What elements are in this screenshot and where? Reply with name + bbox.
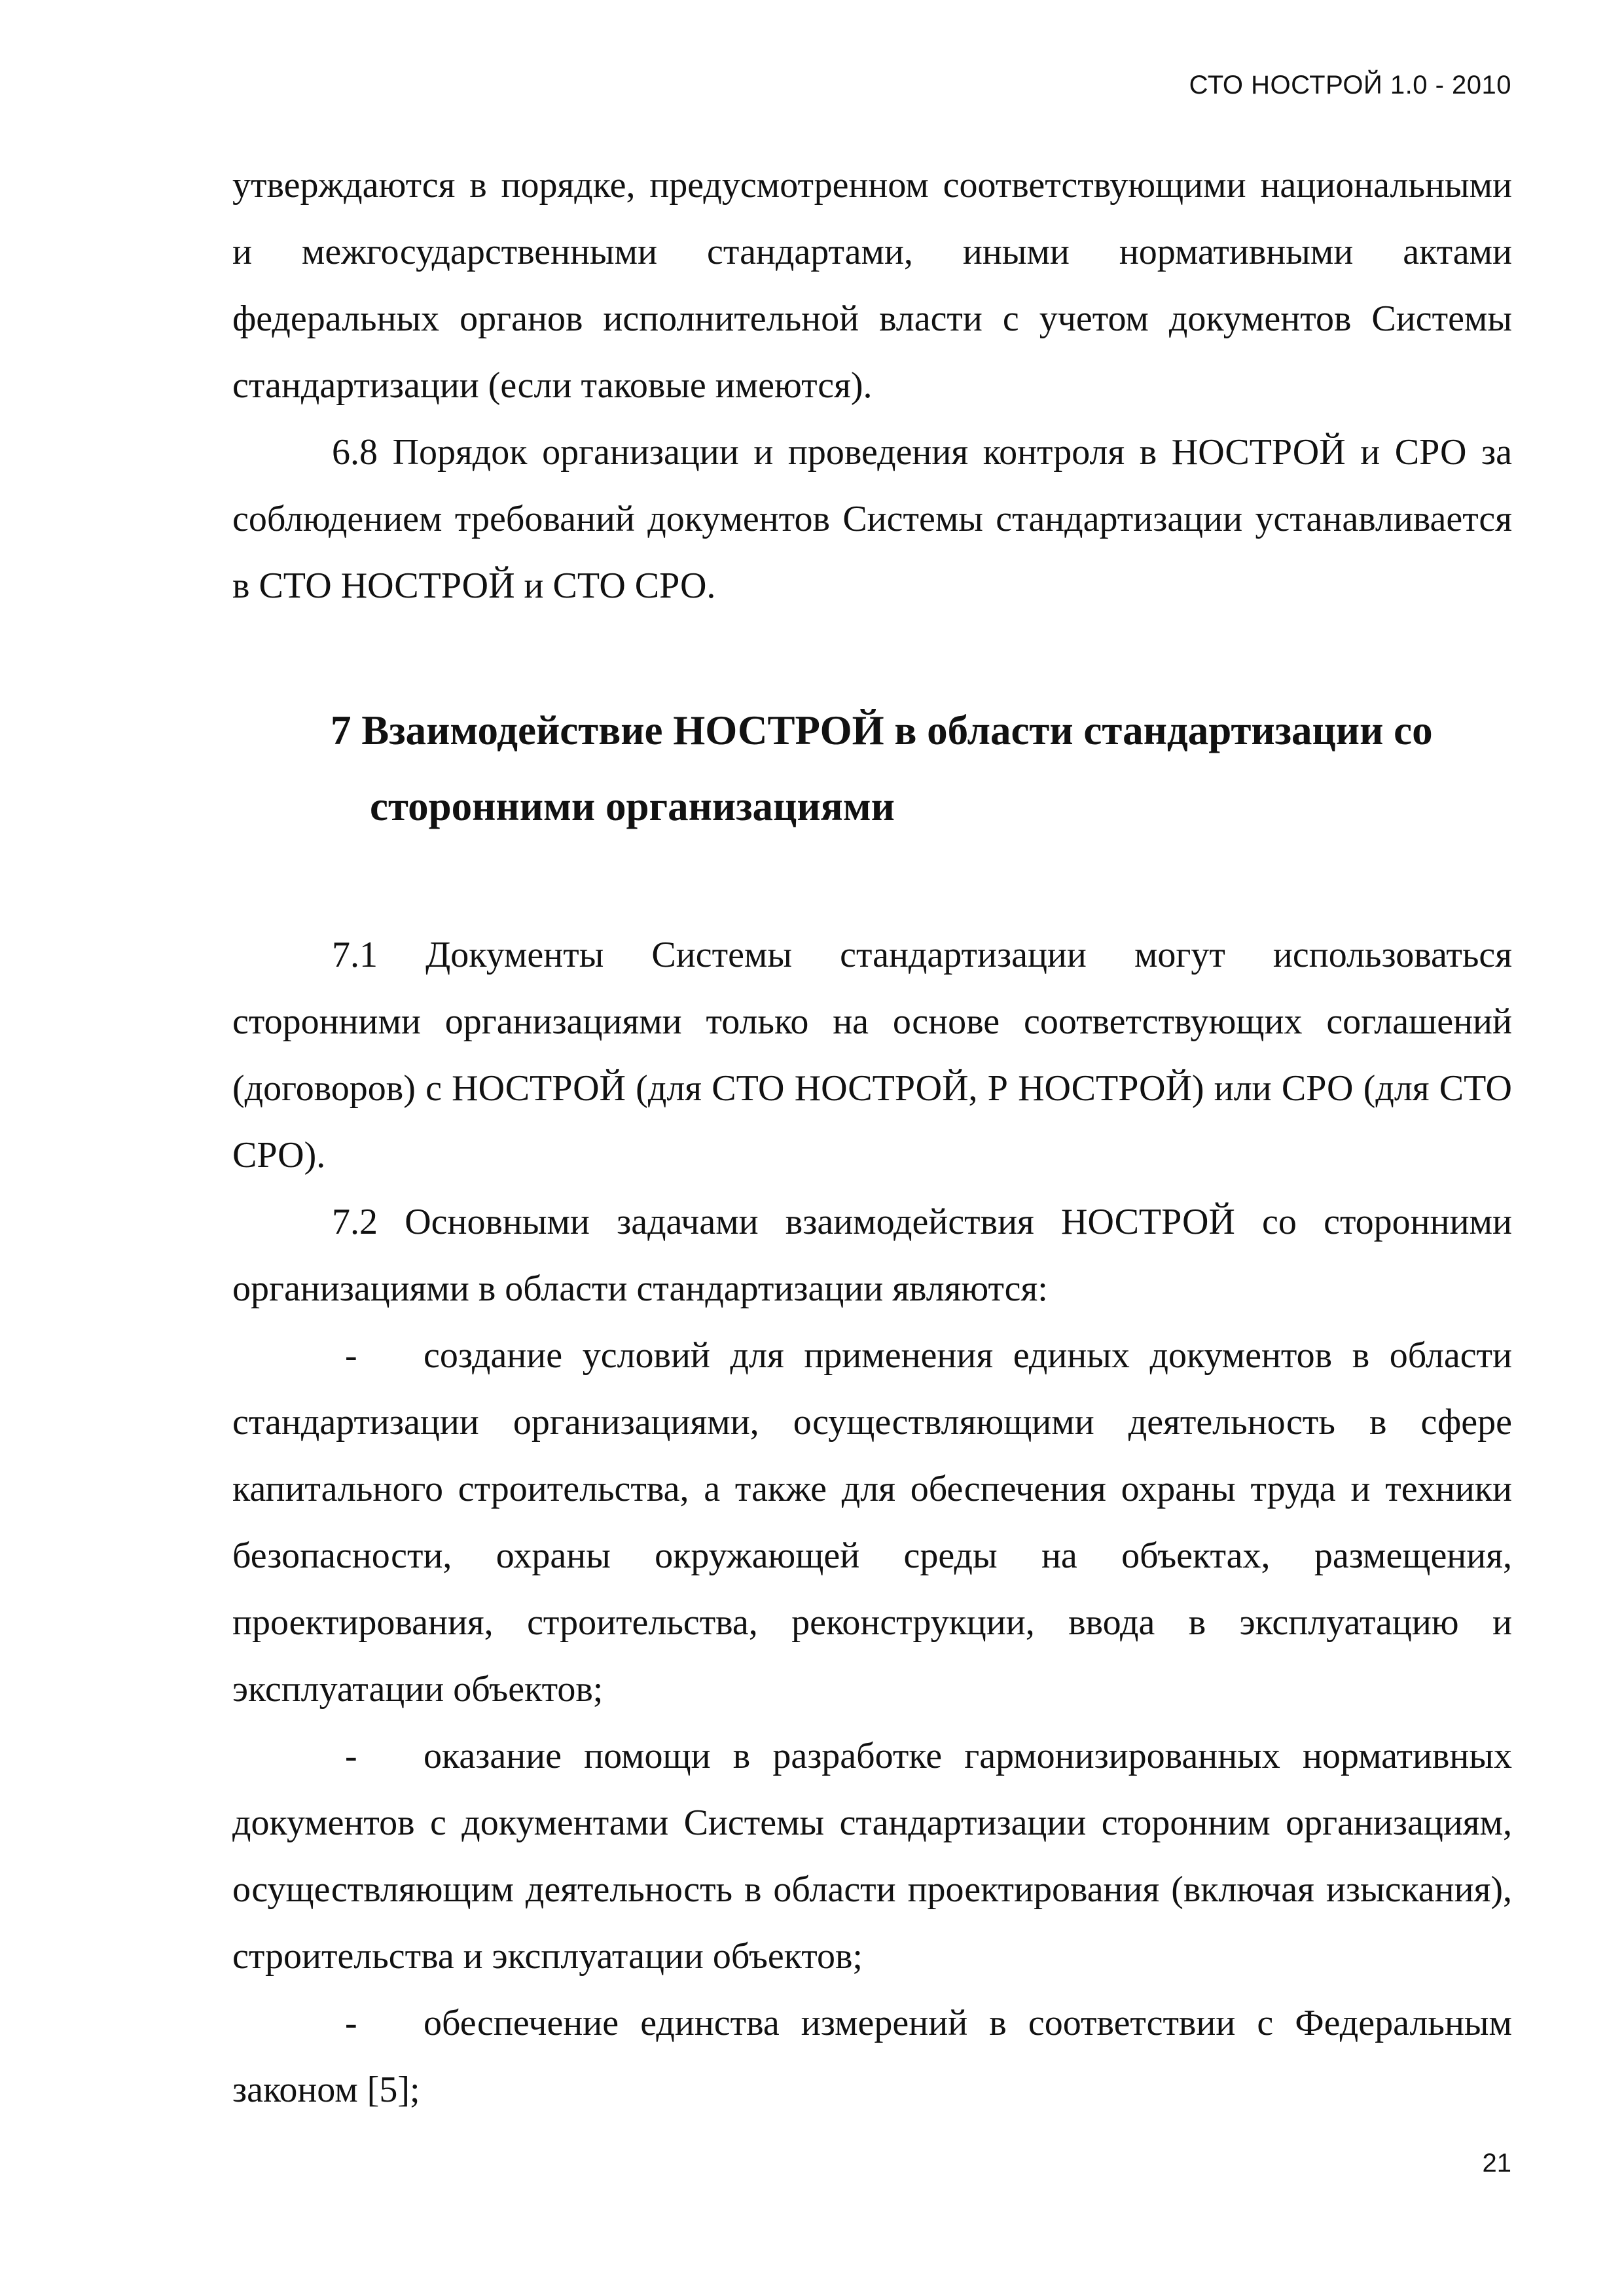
paragraph-7-1: 7.1 Документы Системы стандартизации могут использоваться сторонними организациями только на основе соответствующих соглашений (договоров) с НОСТРОЙ (для СТО НОСТРОЙ, Р НОСТРОЙ) или СРО (для СТО СРО). (232, 935, 1512, 1175)
paragraph-6-8: 6.8 Порядок организации и проведения контроля в НОСТРОЙ и СРО за соблюдением требований документов Системы стандартизации устанавливается в СТО НОСТРОЙ и СТО СРО. (232, 432, 1512, 606)
document-body (232, 152, 1512, 2123)
page-number: 21 (1482, 2149, 1511, 2178)
section-heading-line-2: сторонними организациями (370, 783, 895, 829)
list-item-text: оказание помощи в разработке гармонизированных нормативных документов с документами Системы стандартизации сторонним организациям, осуществляющим деятельность в области проектирования (включая изыскания), строительства и эксплуатации объектов; (232, 1736, 1512, 1977)
list-bullet: - (345, 1335, 357, 1376)
list-bullet: - (345, 1736, 357, 1776)
list-item (232, 1723, 1512, 1990)
list-item (232, 1322, 1512, 1723)
list-item-text: обеспечение единства измерений в соответствии с Федеральным законом [5]; (232, 2003, 1512, 2110)
list-item-text: создание условий для применения единых документов в области стандартизации организациями, осуществляющими деятельность в сфере капитального строительства, а также для обеспечения охраны труда и техники безопасности, охраны окружающей среды на объектах, размещения, проектирования, строительства, реконструкции, ввода в эксплуатацию и эксплуатации объектов; (232, 1335, 1512, 1710)
section-heading-7 (232, 692, 1512, 844)
section-heading-line-1: 7 Взаимодействие НОСТРОЙ в области стандартизации со (331, 708, 1433, 753)
paragraph-7-2: 7.2 Основными задачами взаимодействия НОСТРОЙ со сторонними организациями в области стандартизации являются: (232, 1202, 1512, 1309)
list-item (232, 1990, 1512, 2123)
list-bullet: - (345, 2003, 357, 2043)
paragraph-continuation: утверждаются в порядке, предусмотренном соответствующими национальными и межгосударственными стандартами, иными нормативными актами федеральных органов исполнительной власти с учетом документов Системы стандартизации (если таковые имеются). (232, 165, 1512, 406)
running-header: СТО НОСТРОЙ 1.0 - 2010 (1189, 71, 1511, 99)
